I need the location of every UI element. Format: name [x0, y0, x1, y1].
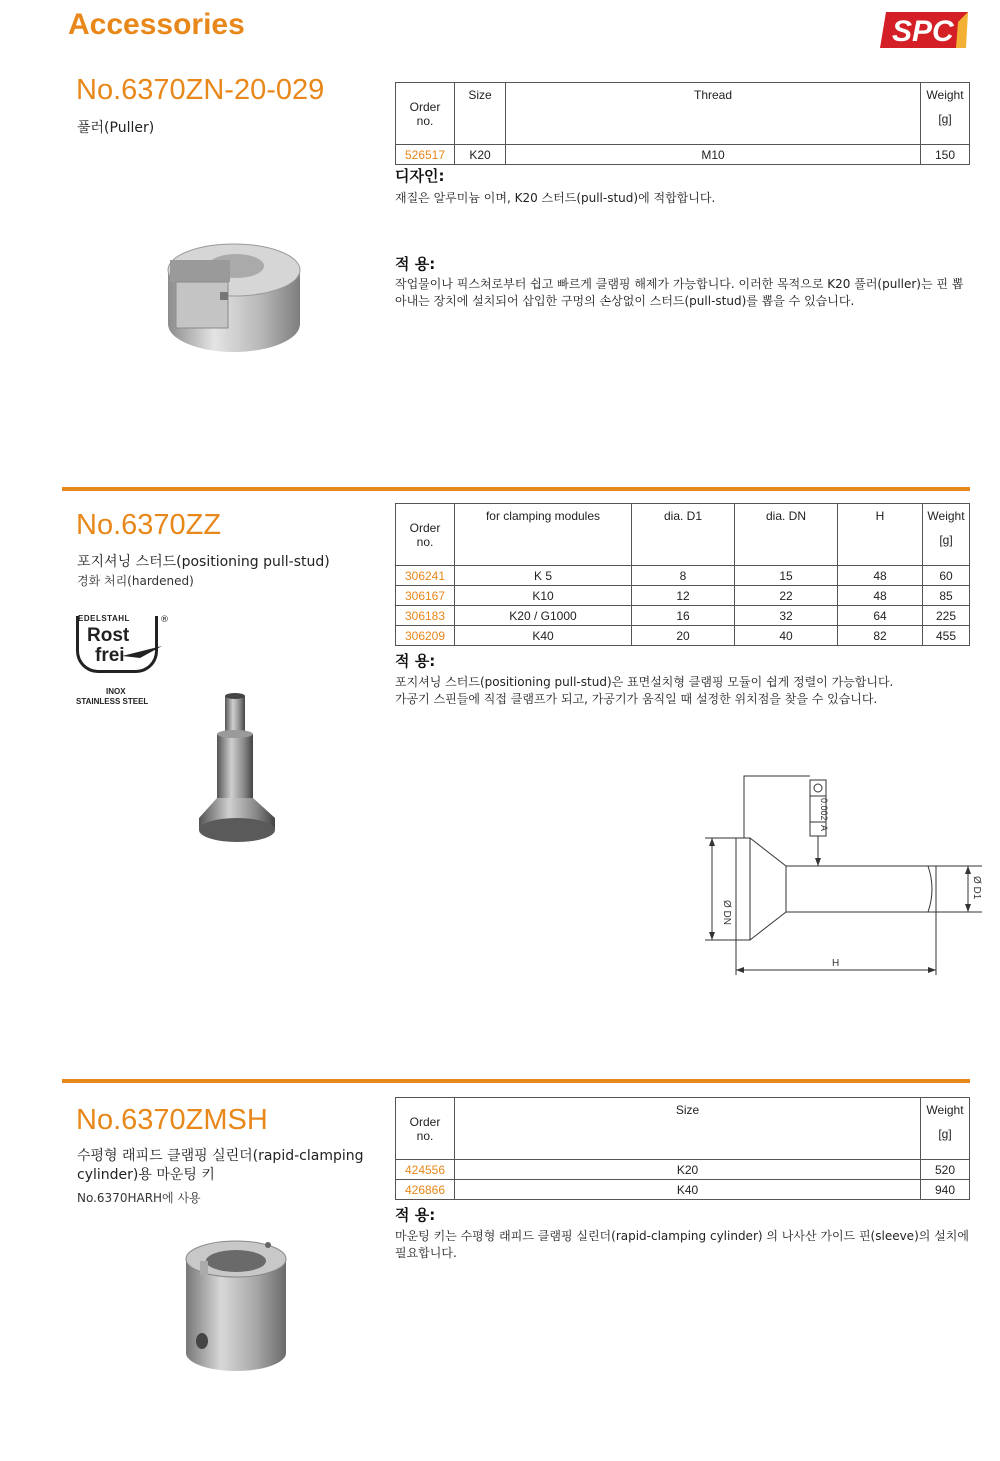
product-number: No.6370ZN-20-029 [76, 74, 325, 106]
order-number[interactable]: 424556 [396, 1160, 455, 1180]
product-number: No.6370ZZ [76, 509, 222, 541]
col-h: H [838, 504, 923, 566]
col-weight: Weight [g] [921, 1098, 970, 1160]
cell-size: K20 [455, 145, 506, 165]
section-divider [62, 1079, 970, 1083]
apply-heading: 적 용: [395, 1206, 436, 1224]
cell-d1: 20 [632, 626, 735, 646]
table-row [396, 626, 970, 646]
logo-text: SPC [892, 15, 954, 48]
col-size: Size [455, 83, 506, 145]
cell-weight: 520 [921, 1160, 970, 1180]
order-number[interactable]: 306241 [396, 566, 455, 586]
cell-module: K40 [455, 626, 632, 646]
cell-weight: 225 [923, 606, 970, 626]
col-size: Size [455, 1098, 921, 1160]
table-row [396, 606, 970, 626]
cell-dn: 15 [735, 566, 838, 586]
table-row [396, 586, 970, 606]
cell-weight: 60 [923, 566, 970, 586]
product-subtitle: 포지셔닝 스터드(positioning pull-stud) [77, 554, 330, 570]
apply-heading: 적 용: [395, 255, 436, 273]
cell-weight: 940 [921, 1180, 970, 1200]
h-label: H [832, 958, 840, 969]
cell-h: 48 [838, 586, 923, 606]
cell-size: K20 [455, 1160, 921, 1180]
table-row [396, 145, 970, 165]
order-number[interactable]: 526517 [396, 145, 455, 165]
table-row [396, 566, 970, 586]
cell-h: 48 [838, 566, 923, 586]
col-weight: Weight [g] [921, 83, 970, 145]
product-note: No.6370HARH에 사용 [77, 1191, 201, 1205]
col-order: Order no. [396, 83, 455, 145]
order-number[interactable]: 306167 [396, 586, 455, 606]
col-thread: Thread [506, 83, 921, 145]
col-order: Order no. [396, 1098, 455, 1160]
spec-table [395, 503, 970, 646]
cell-size: K40 [455, 1180, 921, 1200]
product-subtitle: 풀러(Puller) [77, 120, 155, 136]
order-number[interactable]: 306209 [396, 626, 455, 646]
col-weight: Weight [g] [923, 504, 970, 566]
spec-table [395, 82, 970, 165]
cell-dn: 22 [735, 586, 838, 606]
dn-label: Ø DN [721, 900, 732, 925]
cell-h: 82 [838, 626, 923, 646]
apply-heading: 적 용: [395, 652, 436, 670]
design-text: 재질은 알루미늄 이며, K20 스터드(pull-stud)에 적합합니다. [395, 191, 716, 205]
col-modules: for clamping modules [455, 504, 632, 566]
cell-weight: 455 [923, 626, 970, 646]
col-d1: dia. D1 [632, 504, 735, 566]
d1-label: Ø D1 [971, 876, 982, 900]
datum-label: A [819, 825, 829, 832]
apply-text: 포지셔닝 스터드(positioning pull-stud)은 표면설치형 클램핑 모듈이 쉽게 정렬이 가능합니다. [395, 675, 894, 689]
col-order: Order no. [396, 504, 455, 566]
technical-drawing [700, 770, 990, 985]
rostfrei-badge: EDELSTAHL ® Rost frei INOX STAINLESS STEEL [76, 614, 169, 706]
page-title: Accessories [68, 8, 245, 41]
apply-text: 작업물이나 픽스쳐로부터 쉽고 빠르게 클램핑 해제가 가능합니다. 이러한 목적으로 K20 풀러(puller)는 핀 뽑아내는 장치에 설치되어 삽입한 구멍의 손상없이 스터드(pull-stud)를 뽑을 수 있습니다. [395, 277, 964, 308]
cell-module: K 5 [455, 566, 632, 586]
cell-module: K20 / G1000 [455, 606, 632, 626]
spc-logo [878, 8, 970, 52]
mounting-key-image [180, 1235, 290, 1375]
col-dn: dia. DN [735, 504, 838, 566]
product-subtitle-2: 경화 처리(hardened) [77, 574, 194, 588]
design-heading: 디자인: [395, 167, 445, 185]
cell-module: K10 [455, 586, 632, 606]
puller-image [160, 236, 308, 360]
cell-d1: 12 [632, 586, 735, 606]
product-number: No.6370ZMSH [76, 1104, 268, 1136]
table-row [396, 1160, 970, 1180]
pull-stud-image [195, 690, 285, 850]
cell-dn: 32 [735, 606, 838, 626]
cell-d1: 8 [632, 566, 735, 586]
cell-dn: 40 [735, 626, 838, 646]
spec-table [395, 1097, 970, 1200]
cell-h: 64 [838, 606, 923, 626]
apply-text: 가공기 스핀들에 직접 클램프가 되고, 가공기가 움직일 때 설정한 위치점을 찾을 수 있습니다. [395, 692, 878, 706]
cell-weight: 85 [923, 586, 970, 606]
product-subtitle: 수평형 래피드 클램핑 실린더(rapid-clamping cylinder)용 마운팅 키 [77, 1148, 364, 1183]
cell-d1: 16 [632, 606, 735, 626]
cell-weight: 150 [921, 145, 970, 165]
section-divider [62, 487, 970, 491]
cell-thread: M10 [506, 145, 921, 165]
apply-text: 마운팅 키는 수평형 래피드 클램핑 실린더(rapid-clamping cylinder) 의 나사산 가이드 핀(sleeve)의 설치에 필요합니다. [395, 1229, 969, 1260]
tol-value: 0.002 [819, 798, 829, 821]
order-number[interactable]: 426866 [396, 1180, 455, 1200]
order-number[interactable]: 306183 [396, 606, 455, 626]
table-row [396, 1180, 970, 1200]
